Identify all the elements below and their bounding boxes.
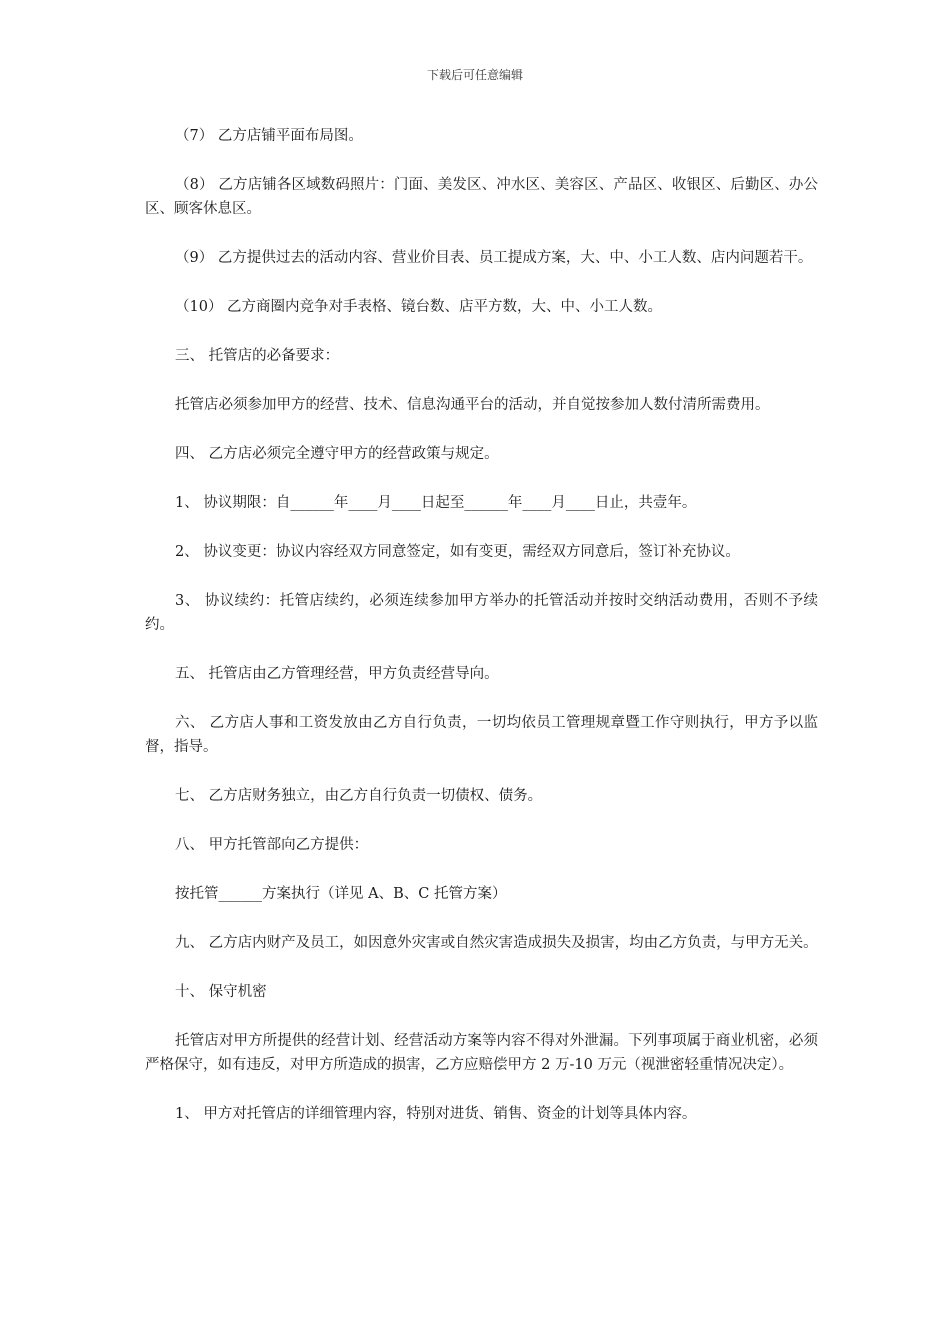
section-heading-7: 七、 乙方店财务独立，由乙方自行负责一切债权、债务。	[175, 788, 543, 804]
clause-term: 1、 协议期限：自______年____月____日起至______年____月____日止，共壹年。	[175, 495, 697, 511]
paragraph-item-9: （9） 乙方提供过去的活动内容、营业价目表、员工提成方案，大、中、小工人数、店内问题若干。	[175, 250, 813, 266]
paragraph-item-8: （8） 乙方店铺各区域数码照片：门面、美发区、冲水区、美容区、产品区、收银区、后勤区、办公区、顾客休息区。	[145, 177, 818, 217]
section-heading-3: 三、 托管店的必备要求：	[175, 348, 340, 364]
clause-change: 2、 协议变更：协议内容经双方同意签定，如有变更，需经双方同意后，签订补充协议。	[175, 544, 740, 560]
section-heading-5: 五、 托管店由乙方管理经营，甲方负责经营导向。	[175, 666, 499, 682]
page-header: 下载后可任意编辑	[426, 68, 523, 82]
paragraph-requirements: 托管店必须参加甲方的经营、技术、信息沟通平台的活动，并自觉按参加人数付清所需费用。	[175, 397, 770, 413]
document-body	[145, 124, 818, 1151]
section-heading-10: 十、 保守机密	[175, 984, 267, 1000]
section-heading-8: 八、 甲方托管部向乙方提供：	[175, 837, 369, 853]
clause-renewal: 3、 协议续约：托管店续约，必须连续参加甲方举办的托管活动并按时交纳活动费用，否则不予续约。	[145, 593, 818, 633]
paragraph-item-10: （10） 乙方商圈内竞争对手表格、镜台数、店平方数，大、中、小工人数。	[175, 299, 663, 315]
paragraph-confidentiality: 托管店对甲方所提供的经营计划、经营活动方案等内容不得对外泄漏。下列事项属于商业机密，必须严格保守，如有违反，对甲方所造成的损害，乙方应赔偿甲方 2 万-10 万元（视泄密轻重情况决定）。	[145, 1033, 818, 1073]
section-heading-9: 九、 乙方店内财产及员工，如因意外灾害或自然灾害造成损失及损害，均由乙方负责，与甲方无关。	[175, 935, 818, 951]
clause-confidential-item-1: 1、 甲方对托管店的详细管理内容，特别对进货、销售、资金的计划等具体内容。	[175, 1106, 697, 1122]
paragraph-plan: 按托管______方案执行（详见 A、B、C 托管方案）	[175, 886, 507, 902]
section-heading-4: 四、 乙方店必须完全遵守甲方的经营政策与规定。	[175, 446, 499, 462]
paragraph-item-7: （7） 乙方店铺平面布局图。	[175, 128, 363, 144]
section-heading-6: 六、 乙方店人事和工资发放由乙方自行负责，一切均依员工管理规章暨工作守则执行，甲方予以监督，指导。	[145, 715, 818, 755]
